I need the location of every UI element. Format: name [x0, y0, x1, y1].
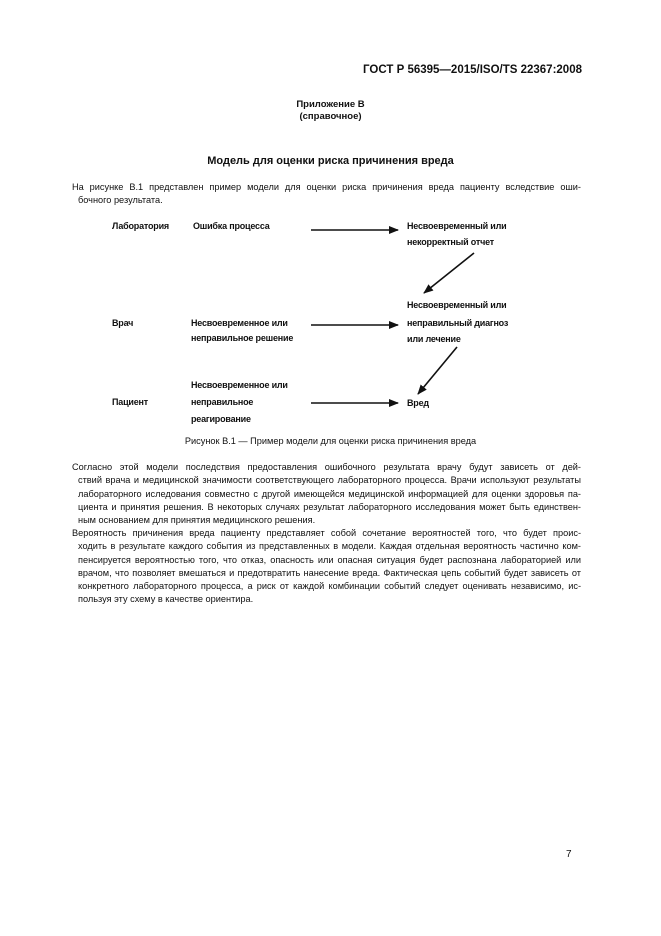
doctor-cause-line-1: Несвоевременное или	[191, 318, 288, 328]
paragraph-1	[72, 461, 581, 527]
paragraph-2	[72, 527, 581, 607]
doctor-result-line-2: неправильный диагноз	[407, 318, 509, 328]
doctor-result-line-1: Несвоевременный или	[407, 300, 507, 310]
para2-line-4: врачом, что позволяет вмешаться и предотвратить нанесение вреда. Фактическая цепь событий будет зависеть от	[78, 567, 581, 578]
para2-line-2: ходить в результате каждого события из представленных в модели. Каждая отдельная вероятность частично ком-	[78, 541, 581, 552]
para2-line-1: Вероятность причинения вреда пациенту представляет собой сочетание вероятностей того, что будет проис-	[72, 528, 581, 538]
arrow-doctor-result-to-harm	[418, 347, 457, 394]
para2-line-3: пенсируется вероятностью того, что отказ, опасность или опасная ситуация будет распознана лабораторией или	[78, 554, 581, 565]
doctor-result-line-3: или лечение	[407, 334, 461, 344]
lab-result-line-1: Несвоевременный или	[407, 221, 507, 231]
figure-caption: Рисунок В.1 — Пример модели для оценки риска причинения вреда	[184, 436, 477, 446]
section-title: Модель для оценки риска причинения вреда	[207, 155, 454, 167]
intro-line-2: бочного результата.	[78, 195, 163, 206]
document-code: ГОСТ Р 56395—2015/ISO/TS 22367:2008	[363, 64, 582, 76]
intro-paragraph	[72, 181, 581, 208]
row-label-patient: Пациент	[112, 397, 148, 407]
para2-line-6: пользуя эту схему в качестве ориентира.	[78, 594, 254, 605]
para1-line-2: ствий врача и медицинской значимости соответствующего лабораторного процесса. Врачи используют результаты	[78, 475, 581, 486]
patient-cause-line-2: неправильное	[191, 397, 254, 407]
appendix-note: (справочное)	[299, 111, 362, 122]
harm-label: Вред	[407, 398, 429, 408]
process-error: Ошибка процесса	[193, 221, 270, 231]
para1-line-5: ным основанием для принятия медицинского решения.	[78, 515, 316, 526]
doctor-cause-line-2: неправильное решение	[191, 333, 294, 343]
patient-cause-line-3: реагирование	[191, 414, 251, 424]
row-label-doctor: Врач	[112, 318, 134, 328]
patient-cause-line-1: Несвоевременное или	[191, 380, 288, 390]
arrow-lab-result-to-doctor-result	[424, 253, 474, 293]
para1-line-1: Согласно этой модели последствия предоставления ошибочного результата врачу будут зависеть от дей-	[72, 462, 581, 472]
row-label-lab: Лаборатория	[112, 221, 169, 231]
para1-line-3: лабораторного иследования совместно с другой имеющейся медицинской информацией для оценки здоровья па-	[78, 488, 581, 499]
page-number: 7	[566, 849, 572, 860]
lab-result-line-2: некорректный отчет	[407, 237, 494, 247]
intro-line-1: На рисунке В.1 представлен пример модели для оценки риска причинения вреда пациенту вследствие оши-	[72, 182, 581, 192]
para2-line-5: конкретного лабораторного процесса, а риск от каждой комбинации событий следует оценивать независимо, ис-	[78, 581, 581, 592]
para1-line-4: циента и принятия решения. В некоторых случаях результат лабораторного исследования может быть единствен-	[78, 501, 581, 512]
appendix-label: Приложение В	[296, 99, 365, 110]
